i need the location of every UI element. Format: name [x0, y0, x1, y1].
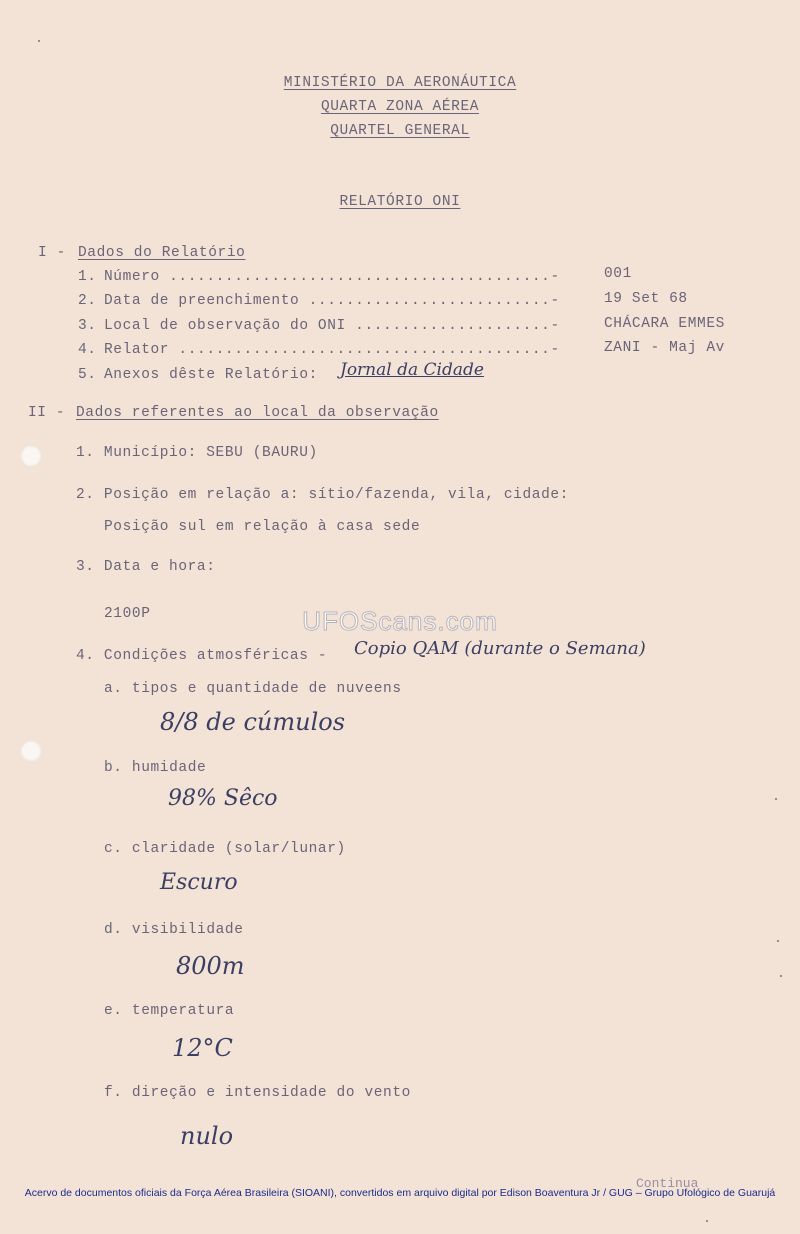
item-value: 19 Set 68 [604, 291, 688, 307]
subitem-label: a. tipos e quantidade de nuveens [104, 681, 402, 697]
handwritten-answer: 800m [176, 952, 245, 980]
handwritten-condicoes-note: Copio QAM (durante o Semana) [354, 638, 646, 659]
handwritten-answer: nulo [180, 1122, 234, 1150]
section-2-number: II - [28, 405, 66, 421]
item-label: Número .........................................- [104, 269, 560, 285]
archive-footer: Acervo de documentos oficiais da Força Aérea Brasileira (SIOANI), convertidos em arquivo digital por Edison Boaventura Jr / GUG – Grupo Ufológico de Guarujá [24, 1187, 776, 1199]
paper-speck [780, 975, 782, 977]
item-number: 2. [78, 293, 97, 309]
paper-speck [777, 940, 779, 942]
posicao-question: 2. Posição em relação a: sítio/fazenda, vila, cidade: [76, 487, 569, 503]
continua-note: Continua [636, 1176, 699, 1191]
item-label: Local de observação do ONI .....................- [104, 318, 560, 334]
item-label: Anexos dêste Relatório: [104, 367, 318, 383]
handwritten-answer: 98% Sêco [168, 786, 278, 811]
item-value: 001 [604, 266, 632, 282]
header-line-1: MINISTÉRIO DA AERONÁUTICA [283, 75, 517, 91]
subitem-label: b. humidade [104, 760, 207, 776]
punch-hole-top [20, 445, 42, 467]
handwritten-answer: 8/8 de cúmulos [160, 708, 346, 736]
subitem-label: f. direção e intensidade do vento [104, 1085, 411, 1101]
handwritten-answer: 12°C [172, 1034, 233, 1062]
subitem-label: e. temperatura [104, 1003, 235, 1019]
item-label: Relator ........................................- [104, 342, 560, 358]
item-number: 5. [78, 367, 97, 383]
paper-speck [38, 40, 40, 42]
section-1-number: I - [38, 245, 66, 261]
item-value: CHÁCARA EMMES [604, 316, 725, 332]
header-line-3: QUARTEL GENERAL [330, 123, 470, 139]
section-1-heading: Dados do Relatório [78, 245, 246, 261]
handwritten-answer: Escuro [160, 870, 238, 895]
header-line-2: QUARTA ZONA AÉREA [320, 99, 480, 115]
section-2-heading: Dados referentes ao local da observação [76, 405, 439, 421]
municipio-line: 1. Município: SEBU (BAURU) [76, 445, 318, 461]
paper-speck [706, 1220, 708, 1222]
handwritten-annex: Jornal da Cidade [340, 360, 484, 380]
data-hora-question: 3. Data e hora: [76, 559, 216, 575]
report-title: RELATÓRIO ONI [339, 194, 461, 210]
posicao-answer: Posição sul em relação à casa sede [104, 519, 421, 535]
subitem-label: d. visibilidade [104, 922, 244, 938]
data-hora-answer: 2100P [104, 606, 151, 622]
item-number: 1. [78, 269, 97, 285]
item-number: 3. [78, 318, 97, 334]
item-label: Data de preenchimento ..........................- [104, 293, 560, 309]
punch-hole-bottom [20, 740, 42, 762]
paper-speck [775, 798, 777, 800]
subitem-label: c. claridade (solar/lunar) [104, 841, 346, 857]
watermark: UFOScans.com [302, 606, 498, 636]
item-number: 4. [78, 342, 97, 358]
condicoes-question: 4. Condições atmosféricas - [76, 648, 328, 664]
item-value: ZANI - Maj Av [604, 340, 725, 356]
